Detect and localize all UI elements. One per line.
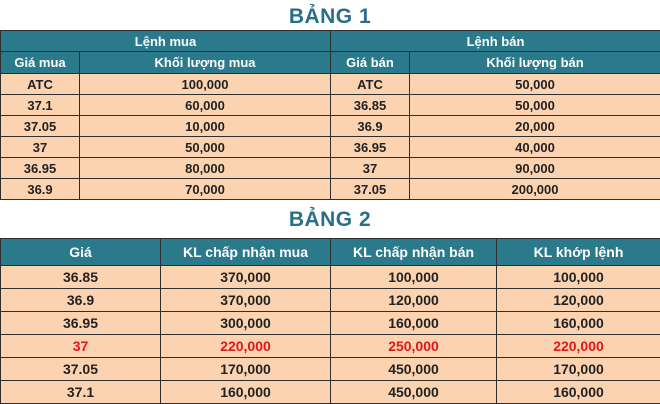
- sell-price-cell: ATC: [331, 74, 410, 95]
- table2-title: BẢNG 2: [288, 208, 372, 231]
- accepted-sell-volume-cell: 450,000: [331, 358, 497, 381]
- table-row: [1, 158, 660, 179]
- buy-price-cell: 36.95: [1, 158, 80, 179]
- matched-volume-cell: 220,000: [497, 335, 660, 358]
- sell-volume-cell: 90,000: [410, 158, 660, 179]
- table-row: [1, 358, 660, 381]
- column-header-matched-volume: KL khớp lệnh: [497, 239, 660, 266]
- buy-price-cell: ATC: [1, 74, 80, 95]
- accepted-sell-volume-cell: 450,000: [331, 381, 497, 404]
- accepted-sell-volume-cell: 120,000: [331, 289, 497, 312]
- buy-volume-cell: 80,000: [80, 158, 331, 179]
- sell-volume-cell: 50,000: [410, 95, 660, 116]
- table-row: [1, 137, 660, 158]
- accepted-buy-volume-cell: 220,000: [161, 335, 331, 358]
- sell-volume-cell: 20,000: [410, 116, 660, 137]
- buy-volume-cell: 100,000: [80, 74, 331, 95]
- accepted-buy-volume-cell: 160,000: [161, 381, 331, 404]
- price-cell: 37: [1, 335, 161, 358]
- price-cell: 36.95: [1, 312, 161, 335]
- sell-orders-header: Lệnh bán: [331, 31, 660, 52]
- table-row: [1, 95, 660, 116]
- table-row: [1, 289, 660, 312]
- column-header-buy-price: Giá mua: [1, 52, 80, 74]
- buy-orders-header: Lệnh mua: [1, 31, 331, 52]
- buy-volume-cell: 60,000: [80, 95, 331, 116]
- price-cell: 36.9: [1, 289, 161, 312]
- column-header-sell-price: Giá bán: [331, 52, 410, 74]
- matching-table: [0, 238, 660, 404]
- table-row: [1, 381, 660, 404]
- accepted-buy-volume-cell: 370,000: [161, 289, 331, 312]
- buy-volume-cell: 10,000: [80, 116, 331, 137]
- column-header-price: Giá: [1, 239, 161, 266]
- matched-volume-cell: 160,000: [497, 312, 660, 335]
- matched-volume-cell: 160,000: [497, 381, 660, 404]
- buy-price-cell: 37.05: [1, 116, 80, 137]
- sell-price-cell: 37.05: [331, 179, 410, 200]
- table-row: [1, 116, 660, 137]
- sell-volume-cell: 50,000: [410, 74, 660, 95]
- matched-volume-cell: 100,000: [497, 266, 660, 289]
- column-header-accepted-buy-volume: KL chấp nhận mua: [161, 239, 331, 266]
- matched-volume-cell: 170,000: [497, 358, 660, 381]
- matched-volume-cell: 120,000: [497, 289, 660, 312]
- table-row: [1, 266, 660, 289]
- sell-volume-cell: 200,000: [410, 179, 660, 200]
- accepted-sell-volume-cell: 100,000: [331, 266, 497, 289]
- sell-price-cell: 36.95: [331, 137, 410, 158]
- sell-price-cell: 37: [331, 158, 410, 179]
- table-row: [1, 312, 660, 335]
- sell-price-cell: 36.85: [331, 95, 410, 116]
- price-cell: 37.1: [1, 381, 161, 404]
- accepted-sell-volume-cell: 250,000: [331, 335, 497, 358]
- sell-volume-cell: 40,000: [410, 137, 660, 158]
- price-cell: 36.85: [1, 266, 161, 289]
- price-cell: 37.05: [1, 358, 161, 381]
- table1-title: BẢNG 1: [288, 5, 372, 28]
- buy-volume-cell: 70,000: [80, 179, 331, 200]
- accepted-buy-volume-cell: 370,000: [161, 266, 331, 289]
- table-row: [1, 179, 660, 200]
- sell-price-cell: 36.9: [331, 116, 410, 137]
- buy-price-cell: 37.1: [1, 95, 80, 116]
- buy-price-cell: 37: [1, 137, 80, 158]
- column-header-accepted-sell-volume: KL chấp nhận bán: [331, 239, 497, 266]
- order-book-table: [0, 30, 660, 200]
- buy-volume-cell: 50,000: [80, 137, 331, 158]
- buy-price-cell: 36.9: [1, 179, 80, 200]
- column-header-sell-volume: Khối lượng bán: [410, 52, 660, 74]
- accepted-sell-volume-cell: 160,000: [331, 312, 497, 335]
- table-row: [1, 74, 660, 95]
- column-header-buy-volume: Khối lượng mua: [80, 52, 331, 74]
- accepted-buy-volume-cell: 300,000: [161, 312, 331, 335]
- accepted-buy-volume-cell: 170,000: [161, 358, 331, 381]
- table-row: [1, 335, 660, 358]
